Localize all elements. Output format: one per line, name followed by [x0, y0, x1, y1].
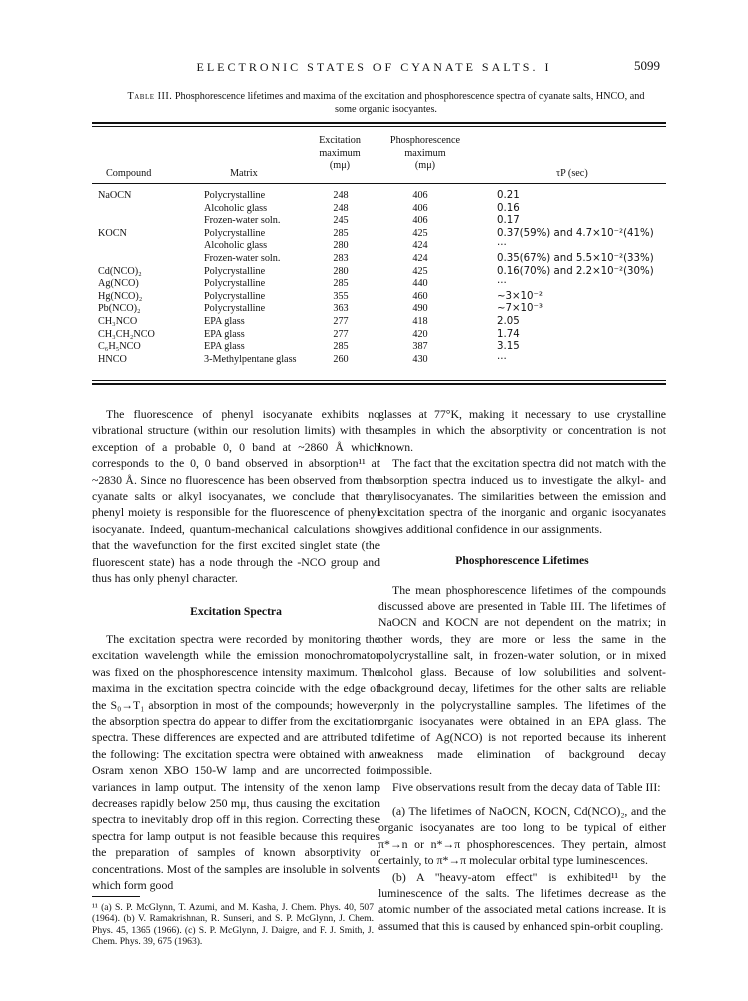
paragraph: (a) The lifetimes of NaOCN, KOCN, Cd(NCO)₂, and the organic isocyanates are too long to be typical of either π*→n or n*→π phosphorescences. They pertain, almost certainly, to π*→π molecular orbital type luminescences.: [378, 803, 666, 868]
table-caption-text: Phosphorescence lifetimes and maxima of the excitation and phosphorescence spectra of cyanate salts, HNCO, and some organic isocyantes.: [174, 91, 645, 115]
table-row: Pb(NCO)₂ Polycrystalline 363 490 ~7×10⁻³: [98, 303, 543, 315]
table-row: Alcoholic glass 248 406 0.16: [204, 202, 520, 214]
table-row: CH₃CH₂NCO EPA glass 277 420 1.74: [98, 328, 520, 340]
col-phos-line2: maximum: [404, 147, 446, 159]
paragraph: The excitation spectra were recorded by monitoring the excitation wavelength while the emission monochromator was fixed on the phosphorescence intensity maximum. The maxima in the excitation spectra coincide with the edge of the S₀→T₁ absorption in most of the compounds; however, the absorption spectra do appear to differ from the excitation spectra. These differences are expected and are attributed to the following: The excitation spectra were obtained with an Osram xenon XBO 150-W lamp and are uncorrected for variances in lamp output. The intensity of the xenon lamp decreases rapidly below 250 mμ, thus causing the excitation spectra to inevitably drop off in this region. Correcting these spectra for lamp output is not feasible because this requires the preparation of samples of known absorptivity or concentrations. Most of the samples are insoluble in solvents which form good: [92, 631, 380, 892]
table-bottom-rule: [92, 383, 666, 385]
table-header-rule: [92, 183, 666, 184]
table-row: Cd(NCO)₂ Polycrystalline 280 425 0.16(70%) and 2.2×10⁻²(30%): [98, 265, 654, 277]
table-caption: [126, 90, 646, 116]
col-excitation-line1: Excitation: [319, 135, 361, 146]
table-top-rule-thin: [92, 126, 666, 127]
paragraph: Five observations result from the decay data of Table III:: [392, 779, 661, 794]
col-tau: τP (sec): [556, 168, 588, 179]
table-row: HNCO 3-Methylpentane glass 260 430 ···: [98, 353, 507, 365]
col-excitation-line2: maximum: [319, 147, 361, 159]
paragraph: The fluorescence of phenyl isocyanate exhibits no vibrational structure (within our resolution limits) with the exception of a probable 0, 0 band at ~2860 Å which corresponds to the 0, 0 band observed in absorption¹¹ at ~2830 Å. Since no fluorescence has been observed from the cyanate salts or alkyl isocyanates, we conclude that the phenyl moiety is responsible for the fluorescence of phenyl isocyanate. Indeed, quantum-mechanical calculations show that the wavefunction for the first excited singlet state (the fluorescent state) has a node through the -NCO group and thus has only phenyl character.: [92, 407, 380, 586]
table-row: KOCN Polycrystalline 285 425 0.37(59%) and 4.7×10⁻²(41%): [98, 227, 654, 239]
table-bottom-rule-thin: [92, 380, 666, 381]
col-excitation-line3: (mμ): [329, 160, 351, 171]
section-heading-lifetimes: Phosphorescence Lifetimes: [455, 554, 589, 568]
running-title: ELECTRONIC STATES OF CYANATE SALTS. I: [196, 60, 552, 74]
table-row: Frozen-water soln. 283 424 0.35(67%) and 5.5×10⁻²(33%): [204, 252, 654, 264]
col-excitation: [300, 135, 380, 173]
table-body: [92, 190, 666, 366]
paragraph: (b) A "heavy-atom effect" is exhibited¹¹ by the luminescence of the salts. The lifetimes decrease as the atomic number of the associated metal cations increase. It is assumed that this is caused by enhanced spin-orbit coupling.: [378, 869, 666, 933]
col-compound: Compound: [106, 168, 152, 179]
right-column: [378, 406, 666, 934]
table-row: CH₃NCO EPA glass 277 418 2.05: [98, 315, 520, 327]
col-matrix: Matrix: [230, 168, 258, 179]
footnote: ¹¹ (a) S. P. McGlynn, T. Azumi, and M. Kasha, J. Chem. Phys. 40, 507 (1964). (b) V. Ramakrishnan, R. Sunseri, and S. P. McGlynn, J. Chem. Phys. 45, 1365 (1966). (c) S. P. McGlynn, J. Daigre, and F. J. Smith, J. Chem. Phys. 39, 675 (1963).: [92, 902, 374, 948]
table-row: Frozen-water soln. 245 406 0.17: [204, 215, 520, 227]
col-phos-line3: (mμ): [414, 160, 436, 171]
table-row: Alcoholic glass 280 424 ···: [204, 240, 507, 252]
paragraph: The mean phosphorescence lifetimes of the compounds discussed above are presented in Table III. The lifetimes of NaOCN and KOCN are not dependent on the matrix; in other words, they are more or less the same in the polycrystalline salt, in frozen-water solution, or in mixed alcohol glass. Because of low solubilities and solvent-background decay, lifetimes for the other salts are reliable only in the polycrystalline samples. The lifetimes of the organic isocyanates were obtained in an EPA glass. The lifetime of Ag(NCO) is not reported because its inherent weakness made elimination of background decay impossible.: [378, 582, 666, 778]
left-column: [92, 406, 380, 893]
table-label: Table III.: [127, 91, 173, 102]
paragraph: The fact that the excitation spectra did not match with the absorption spectra induced us to investigate the alkyl- and arylisocyanates. The similarities between the emission and excitation spectra of the inorganic and organic isocyanates gives additional confidence in our assignments.: [378, 456, 666, 536]
col-phosphorescence: [375, 135, 475, 173]
section-heading-excitation: Excitation Spectra: [190, 605, 282, 619]
table-top-rule: [92, 122, 666, 124]
table-row: Hg(NCO)₂ Polycrystalline 355 460 ~3×10⁻²: [98, 290, 543, 302]
table-row: Ag(NCO) Polycrystalline 285 440 ···: [98, 278, 507, 290]
col-phos-line1: Phosphorescence: [389, 135, 461, 146]
table-row: NaOCN Polycrystalline 248 406 0.21: [98, 190, 520, 201]
page-number: 5099: [634, 58, 660, 73]
footnote-rule: [92, 896, 140, 897]
table-row: C₆H₅NCO EPA glass 285 387 3.15: [98, 341, 520, 353]
paragraph: glasses at 77°K, making it necessary to use crystalline samples in which the absorptivity or concentration is not known.: [378, 407, 666, 454]
